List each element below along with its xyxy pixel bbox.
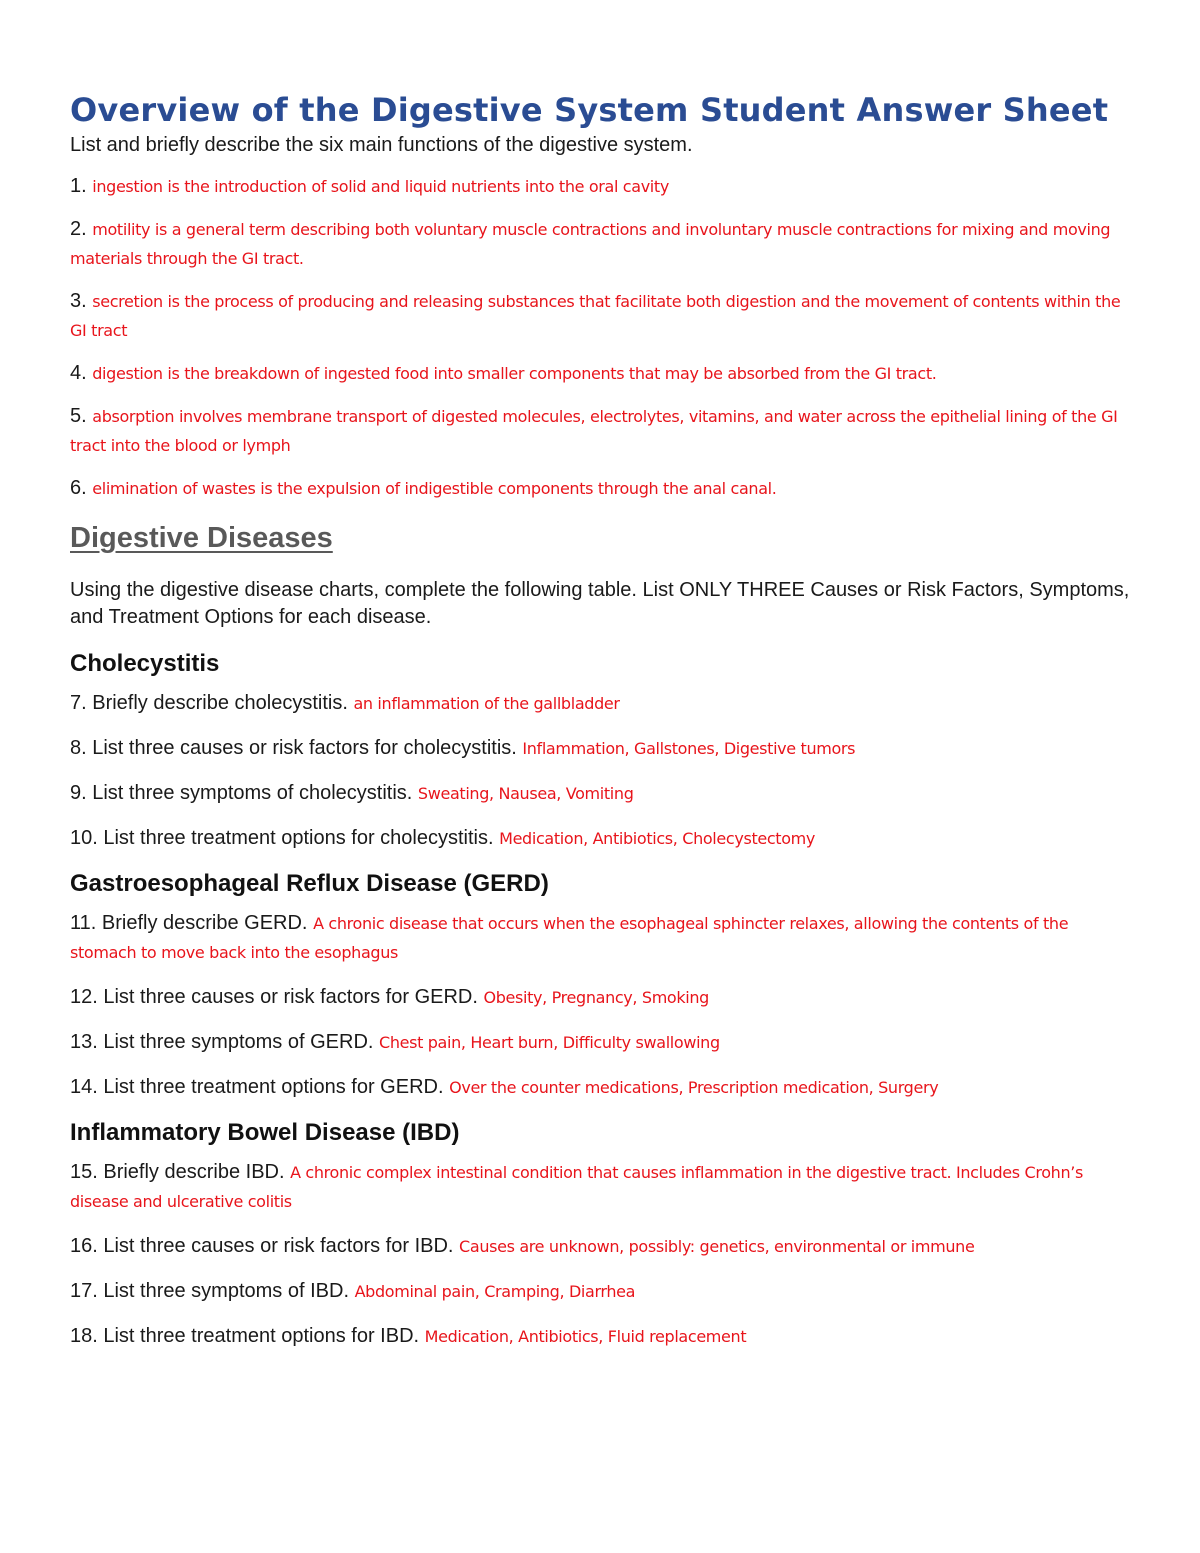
question-text: 12. List three causes or risk factors for GERD. [70,986,478,1008]
answer-text: Abdominal pain, Cramping, Diarrhea [354,1282,636,1301]
page-title: Overview of the Digestive System Student Answer Sheet [70,91,1109,129]
question-text: 10. List three treatment options for cholecystitis. [70,827,494,849]
item-number: 5. [70,405,87,427]
question-item [70,824,1135,853]
disease-block-cholecystitis [70,649,1135,853]
function-item [70,287,1135,345]
answer-text: Medication, Antibiotics, Fluid replacement [424,1327,747,1346]
functions-intro: List and briefly describe the six main functions of the digestive system. [70,134,693,156]
item-number: 2. [70,218,87,240]
function-item [70,359,1135,388]
answer-text: Over the counter medications, Prescription medication, Surgery [449,1078,939,1097]
question-text: 14. List three treatment options for GERD. [70,1076,444,1098]
answer-text: Chest pain, Heart burn, Difficulty swallowing [379,1033,720,1052]
question-text: 18. List three treatment options for IBD. [70,1325,420,1347]
answer-sheet-page [70,88,1135,1367]
item-number: 4. [70,362,87,384]
answer-text: Causes are unknown, possibly: genetics, environmental or immune [459,1237,975,1256]
section-intro: Using the digestive disease charts, complete the following table. List ONLY THREE Causes or Risk Factors, Symptoms, and Treatment Options for each disease. [70,579,1130,628]
function-item [70,215,1135,273]
question-item [70,909,1135,967]
answer-text: digestion is the breakdown of ingested food into smaller components that may be absorbed from the GI tract. [92,364,937,383]
disease-title: Cholecystitis [70,650,220,677]
item-number: 1. [70,175,87,197]
answer-text: A chronic disease that occurs when the esophageal sphincter relaxes, allowing the contents of the stomach to move back into the esophagus [70,914,1069,962]
function-item [70,474,1135,503]
question-text: 15. Briefly describe IBD. [70,1161,285,1183]
question-item [70,689,1135,718]
functions-list [70,172,1135,503]
answer-text: motility is a general term describing both voluntary muscle contractions and involuntary muscle contractions for mixing and moving materials through the GI tract. [70,220,1111,268]
answer-text: Inflammation, Gallstones, Digestive tumors [522,739,856,758]
answer-text: ingestion is the introduction of solid and liquid nutrients into the oral cavity [92,177,669,196]
question-item [70,734,1135,763]
question-text: 11. Briefly describe GERD. [70,912,308,934]
question-text: 9. List three symptoms of cholecystitis. [70,782,413,804]
function-item [70,402,1135,460]
answer-text: an inflammation of the gallbladder [353,694,620,713]
question-item [70,1277,1135,1306]
question-text: 13. List three symptoms of GERD. [70,1031,374,1053]
question-item [70,779,1135,808]
question-text: 7. Briefly describe cholecystitis. [70,692,348,714]
answer-text: absorption involves membrane transport of digested molecules, electrolytes, vitamins, and water across the epithelial lining of the GI tract into the blood or lymph [70,407,1118,455]
question-item [70,1232,1135,1261]
disease-block-ibd [70,1118,1135,1351]
question-text: 17. List three symptoms of IBD. [70,1280,349,1302]
question-text: 8. List three causes or risk factors for cholecystitis. [70,737,517,759]
question-item [70,983,1135,1012]
disease-block-gerd [70,869,1135,1102]
item-number: 6. [70,477,87,499]
answer-text: elimination of wastes is the expulsion of indigestible components through the anal canal. [92,479,777,498]
answer-text: secretion is the process of producing and releasing substances that facilitate both digestion and the movement of contents within the GI tract [70,292,1121,340]
question-text: 16. List three causes or risk factors for IBD. [70,1235,454,1257]
question-item [70,1158,1135,1216]
answer-text: Sweating, Nausea, Vomiting [417,784,634,803]
question-item [70,1322,1135,1351]
item-number: 3. [70,290,87,312]
question-item [70,1028,1135,1057]
answer-text: A chronic complex intestinal condition that causes inflammation in the digestive tract. Includes Crohn’s disease and ulcerative colitis [70,1163,1083,1211]
section-title: Digestive Diseases [70,522,333,554]
disease-title: Inflammatory Bowel Disease (IBD) [70,1119,460,1146]
disease-title: Gastroesophageal Reflux Disease (GERD) [70,870,549,897]
answer-text: Obesity, Pregnancy, Smoking [483,988,709,1007]
function-item [70,172,1135,201]
answer-text: Medication, Antibiotics, Cholecystectomy [499,829,816,848]
question-item [70,1073,1135,1102]
